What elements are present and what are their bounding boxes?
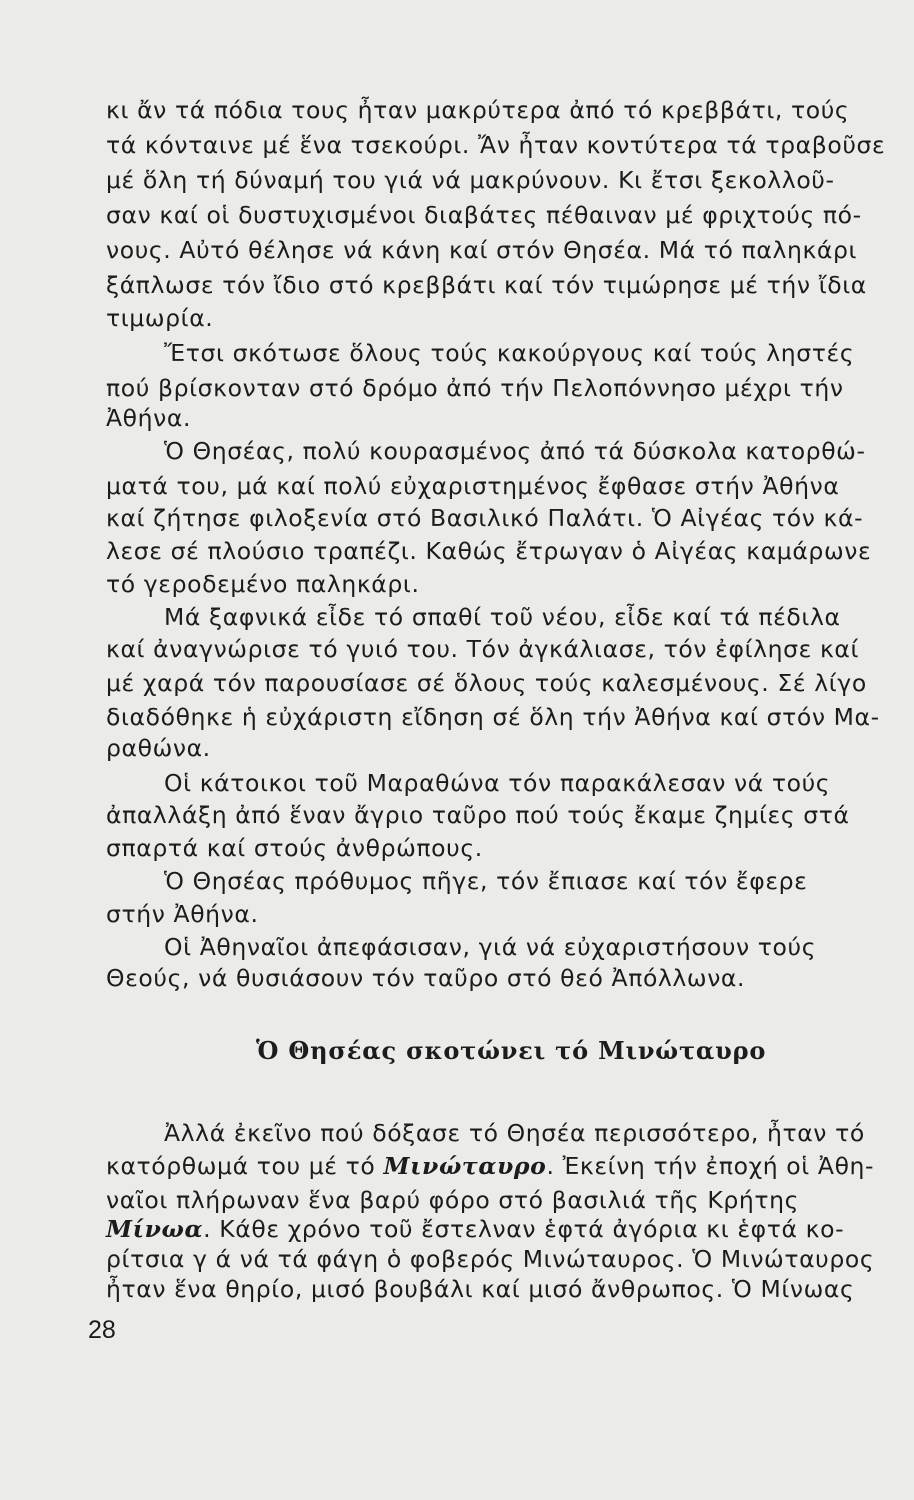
- text-line: ματά του, μά καί πολύ εὐχαριστημένος ἔφθασε στήν Ἀθήνα: [106, 472, 840, 500]
- text-line: λεσε σέ πλούσιο τραπέζι. Καθώς ἔτρωγαν ὁ Αἰγέας καμάρωνε: [106, 537, 872, 565]
- emphasized-term: Μινώταυρο: [383, 1152, 547, 1180]
- text-line: [106, 1151, 874, 1181]
- text-line: Οἱ Ἀθηναῖοι ἀπεφάσισαν, γιά νά εὐχαριστήσουν τούς: [164, 933, 817, 961]
- text-line: ἀπαλλάξη ἀπό ἕναν ἄγριο ταῦρο πού τούς ἔκαμε ζημίες στά: [106, 801, 850, 829]
- text-line: τιμωρία.: [106, 304, 214, 332]
- text-line: τό γεροδεμένο παληκάρι.: [106, 570, 420, 598]
- text-line: Ὁ Θησέας πρόθυμος πῆγε, τόν ἔπιασε καί τόν ἔφερε: [164, 867, 808, 895]
- text-line: Θεούς, νά θυσιάσουν τόν ταῦρο στό θεό Ἀπόλλωνα.: [106, 964, 746, 992]
- text-line: ναῖοι πλήρωναν ἕνα βαρύ φόρο στό βασιλιά τῆς Κρήτης: [106, 1186, 800, 1214]
- text-line: καί ἀναγνώρισε τό γυιό του. Τόν ἀγκάλιασε, τόν ἐφίλησε καί: [106, 635, 860, 663]
- text-line: στήν Ἀθήνα.: [106, 900, 259, 928]
- text-line: πού βρίσκονταν στό δρόμο ἀπό τήν Πελοπόννησο μέχρι τήν: [106, 374, 844, 402]
- text-line: σαν καί οἱ δυστυχισμένοι διαβάτες πέθαιναν μέ φριχτούς πό-: [106, 201, 862, 229]
- text-line: Οἱ κάτοικοι τοῦ Μαραθώνα τόν παρακάλεσαν νά τούς: [164, 769, 831, 797]
- text-line: ρίτσια γ ά νά τά φάγη ὁ φοβερός Μινώταυρος. Ὁ Μινώταυρος: [106, 1245, 875, 1273]
- text-line: ἦταν ἕνα θηρίο, μισό βουβάλι καί μισό ἄνθρωπος. Ὁ Μίνωας: [106, 1275, 855, 1303]
- text-line: διαδόθηκε ἡ εὐχάριστη εἴδηση σέ ὅλη τήν Ἀθήνα καί στόν Μα-: [106, 703, 880, 731]
- page-number: 28: [88, 1316, 116, 1344]
- text-line: Ἔτσι σκότωσε ὅλους τούς κακούργους καί τούς ληστές: [164, 339, 855, 367]
- text-run: . Κάθε χρόνο τοῦ ἔστελναν ἑφτά ἀγόρια κι ἑφτά κο-: [203, 1215, 845, 1243]
- text-line: ραθώνα.: [106, 734, 211, 762]
- text-line: μέ χαρά τόν παρουσίασε σέ ὅλους τούς καλεσμένους. Σέ λίγο: [106, 669, 867, 697]
- text-line: Ἀθήνα.: [106, 404, 192, 432]
- section-heading: Ὁ Θησέας σκοτώνει τό Μινώταυρο: [256, 1036, 767, 1065]
- text-line: κι ἄν τά πόδια τους ἦταν μακρύτερα ἀπό τό κρεββάτι, τούς: [106, 96, 850, 124]
- text-line: τά κόνταινε μέ ἕνα τσεκούρι. Ἄν ἦταν κοντύτερα τά τραβοῦσε: [106, 131, 886, 159]
- text-line: μέ ὅλη τή δύναμή του γιά νά μακρύνουν. Κι ἔτσι ξεκολλοῦ-: [106, 166, 835, 194]
- text-line: καί ζήτησε φιλοξενία στό Βασιλικό Παλάτι. Ὁ Αἰγέας τόν κά-: [106, 504, 864, 532]
- text-line: Μά ξαφνικά εἶδε τό σπαθί τοῦ νέου, εἶδε καί τά πέδιλα: [164, 603, 841, 631]
- text-line: Ἀλλά ἐκεῖνο πού δόξασε τό Θησέα περισσότερο, ἦταν τό: [164, 1119, 865, 1147]
- text-run: κατόρθωμά του μέ τό: [106, 1152, 384, 1180]
- text-line: νους. Αὐτό θέλησε νά κάνη καί στόν Θησέα. Μά τό παληκάρι: [106, 236, 858, 264]
- text-line: σπαρτά καί στούς ἀνθρώπους.: [106, 834, 483, 862]
- emphasized-term: Μίνωα: [106, 1215, 204, 1243]
- text-line: [106, 1214, 844, 1244]
- text-line: ξάπλωσε τόν ἴδιο στό κρεββάτι καί τόν τιμώρησε μέ τήν ἴδια: [106, 271, 867, 299]
- text-run: . Ἐκείνη τήν ἐποχή οἱ Ἀθη-: [546, 1152, 875, 1180]
- text-line: Ὁ Θησέας, πολύ κουρασμένος ἀπό τά δύσκολα κατορθώ-: [164, 437, 866, 465]
